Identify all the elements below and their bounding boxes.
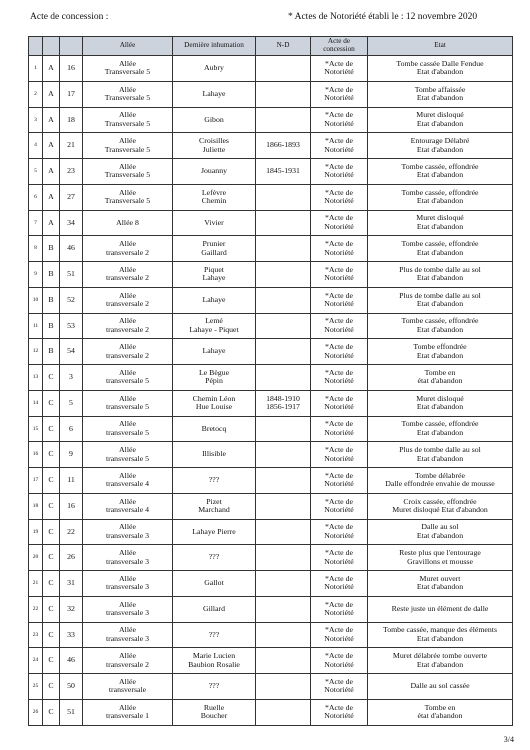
derniere-inhumation-cell: Vivier [173, 210, 256, 236]
plot-number-cell: 33 [60, 622, 83, 648]
etat-cell: Muret disloqué Etat d'abandon [368, 390, 513, 416]
derniere-inhumation-cell: ??? [173, 468, 256, 494]
section-cell: A [43, 107, 60, 133]
etat-cell: Reste juste un élément de dalle [368, 596, 513, 622]
derniere-inhumation-cell: Gallot [173, 571, 256, 597]
allee-cell: Allée transversale 5 [83, 390, 173, 416]
nd-cell: 1845-1931 [256, 159, 311, 185]
section-cell: B [43, 262, 60, 288]
table-row [29, 262, 513, 288]
col-header-index [29, 37, 43, 56]
row-index-cell: 11 [29, 313, 43, 339]
nd-cell [256, 236, 311, 262]
nd-cell [256, 442, 311, 468]
section-cell: C [43, 365, 60, 391]
section-cell: A [43, 56, 60, 82]
row-index-cell: 13 [29, 365, 43, 391]
col-header-allee: Allée [83, 37, 173, 56]
section-cell: C [43, 493, 60, 519]
nd-cell [256, 339, 311, 365]
row-index-cell: 9 [29, 262, 43, 288]
nd-cell [256, 56, 311, 82]
derniere-inhumation-cell: Gillard [173, 596, 256, 622]
section-cell: A [43, 81, 60, 107]
section-cell: C [43, 442, 60, 468]
section-cell: C [43, 519, 60, 545]
derniere-inhumation-cell: Gibon [173, 107, 256, 133]
etat-cell: Plus de tombe dalle au sol Etat d'abandon [368, 442, 513, 468]
plot-number-cell: 22 [60, 519, 83, 545]
nd-cell: 1848-1910 1856-1917 [256, 390, 311, 416]
derniere-inhumation-cell: Lahaye [173, 81, 256, 107]
allee-cell: Allée Transversale 5 [83, 107, 173, 133]
table-row [29, 159, 513, 185]
allee-cell: Allée transversale 5 [83, 442, 173, 468]
nd-cell [256, 184, 311, 210]
acte-concession-cell: *Acte de Notoriété [311, 622, 368, 648]
nd-cell [256, 493, 311, 519]
row-index-cell: 26 [29, 699, 43, 725]
acte-concession-cell: *Acte de Notoriété [311, 287, 368, 313]
table-row [29, 571, 513, 597]
nd-cell [256, 596, 311, 622]
derniere-inhumation-cell: Illisible [173, 442, 256, 468]
row-index-cell: 18 [29, 493, 43, 519]
allee-cell: Allée transversale 4 [83, 468, 173, 494]
allee-cell: Allée transversale 2 [83, 287, 173, 313]
derniere-inhumation-cell: Lahaye Pierre [173, 519, 256, 545]
section-cell: B [43, 287, 60, 313]
table-row [29, 674, 513, 700]
acte-concession-cell: *Acte de Notoriété [311, 442, 368, 468]
col-header-derniere-inhumation: Dernière inhumation [173, 37, 256, 56]
allee-cell: Allée transversale 3 [83, 596, 173, 622]
row-index-cell: 2 [29, 81, 43, 107]
derniere-inhumation-cell: Chemin Léon Hue Louise [173, 390, 256, 416]
acte-concession-cell: *Acte de Notoriété [311, 648, 368, 674]
plot-number-cell: 26 [60, 545, 83, 571]
derniere-inhumation-cell: Ruelle Boucher [173, 699, 256, 725]
derniere-inhumation-cell: Le Bègue Pépin [173, 365, 256, 391]
allee-cell: Allée transversale 4 [83, 493, 173, 519]
allee-cell: Allée Transversale 5 [83, 133, 173, 159]
table-row [29, 468, 513, 494]
plot-number-cell: 11 [60, 468, 83, 494]
col-header-section [43, 37, 60, 56]
allee-cell: Allée transversale 3 [83, 545, 173, 571]
row-index-cell: 4 [29, 133, 43, 159]
etat-cell: Tombe cassée, manque des éléments Etat d'abandon [368, 622, 513, 648]
row-index-cell: 17 [29, 468, 43, 494]
etat-cell: Tombe cassée, effondrée Etat d'abandon [368, 184, 513, 210]
allee-cell: Allée transversale 3 [83, 622, 173, 648]
plot-number-cell: 18 [60, 107, 83, 133]
derniere-inhumation-cell: ??? [173, 674, 256, 700]
acte-concession-cell: *Acte de Notoriété [311, 210, 368, 236]
nd-cell [256, 468, 311, 494]
row-index-cell: 19 [29, 519, 43, 545]
plot-number-cell: 34 [60, 210, 83, 236]
table-row [29, 622, 513, 648]
section-cell: C [43, 648, 60, 674]
section-cell: C [43, 545, 60, 571]
row-index-cell: 5 [29, 159, 43, 185]
etat-cell: Dalle au sol Etat d'abandon [368, 519, 513, 545]
plot-number-cell: 32 [60, 596, 83, 622]
allee-cell: Allée transversale 2 [83, 236, 173, 262]
section-cell: C [43, 390, 60, 416]
row-index-cell: 14 [29, 390, 43, 416]
row-index-cell: 12 [29, 339, 43, 365]
etat-cell: Tombe affaissée Etat d'abandon [368, 81, 513, 107]
row-index-cell: 8 [29, 236, 43, 262]
table-row [29, 133, 513, 159]
acte-concession-cell: *Acte de Notoriété [311, 468, 368, 494]
acte-concession-cell: *Acte de Notoriété [311, 571, 368, 597]
derniere-inhumation-cell: Bretocq [173, 416, 256, 442]
allee-cell: Allée transversale 1 [83, 699, 173, 725]
table-row [29, 416, 513, 442]
etat-cell: Tombe en état d'abandon [368, 699, 513, 725]
acte-concession-cell: *Acte de Notoriété [311, 339, 368, 365]
nd-cell [256, 210, 311, 236]
table-row [29, 236, 513, 262]
etat-cell: Tombe délabrée Dalle effondrée envahie de mousse [368, 468, 513, 494]
derniere-inhumation-cell: Piquet Lahaye [173, 262, 256, 288]
acte-concession-cell: *Acte de Notoriété [311, 184, 368, 210]
table-row [29, 648, 513, 674]
plot-number-cell: 6 [60, 416, 83, 442]
plot-number-cell: 50 [60, 674, 83, 700]
derniere-inhumation-cell: Pizet Marchand [173, 493, 256, 519]
table-header-row [29, 37, 513, 56]
page-number: 3/4 [503, 735, 514, 744]
etat-cell: Tombe cassée Dalle Fendue Etat d'abandon [368, 56, 513, 82]
allee-cell: Allée transversale 3 [83, 571, 173, 597]
derniere-inhumation-cell: Croisilles Juliette [173, 133, 256, 159]
nd-cell [256, 365, 311, 391]
plot-number-cell: 16 [60, 493, 83, 519]
concession-table [28, 36, 513, 726]
table-row [29, 107, 513, 133]
allee-cell: Allée 8 [83, 210, 173, 236]
allee-cell: Allée transversale 2 [83, 648, 173, 674]
col-header-etat: Etat [368, 37, 513, 56]
derniere-inhumation-cell: Aubry [173, 56, 256, 82]
acte-concession-cell: *Acte de Notoriété [311, 159, 368, 185]
allee-cell: Allée transversale 2 [83, 313, 173, 339]
etat-cell: Tombe cassée, effondrée Etat d'abandon [368, 236, 513, 262]
nd-cell [256, 416, 311, 442]
table-row [29, 339, 513, 365]
derniere-inhumation-cell: Prunier Gaillard [173, 236, 256, 262]
allee-cell: Allée Transversale 5 [83, 81, 173, 107]
acte-concession-cell: *Acte de Notoriété [311, 262, 368, 288]
acte-concession-cell: *Acte de Notoriété [311, 81, 368, 107]
allee-cell: Allée transversale 5 [83, 365, 173, 391]
section-cell: B [43, 313, 60, 339]
etat-cell: Plus de tombe dalle au sol Etat d'abandon [368, 262, 513, 288]
section-cell: C [43, 416, 60, 442]
etat-cell: Reste plus que l'entourage Gravillons et mousse [368, 545, 513, 571]
nd-cell [256, 674, 311, 700]
etat-cell: Muret disloqué Etat d'abandon [368, 107, 513, 133]
etat-cell: Tombe en état d'abandon [368, 365, 513, 391]
derniere-inhumation-cell: Lahaye [173, 339, 256, 365]
row-index-cell: 10 [29, 287, 43, 313]
etat-cell: Tombe cassée, effondrée Etat d'abandon [368, 313, 513, 339]
table-row [29, 81, 513, 107]
nd-cell [256, 313, 311, 339]
derniere-inhumation-cell: ??? [173, 545, 256, 571]
acte-concession-cell: *Acte de Notoriété [311, 390, 368, 416]
table-row [29, 365, 513, 391]
derniere-inhumation-cell: Jouanny [173, 159, 256, 185]
acte-concession-cell: *Acte de Notoriété [311, 236, 368, 262]
etat-cell: Croix cassée, effondrée Muret disloqué Etat d'abandon [368, 493, 513, 519]
etat-cell: Muret délabrée tombe ouverte Etat d'abandon [368, 648, 513, 674]
etat-cell: Plus de tombe dalle au sol Etat d'abandon [368, 287, 513, 313]
plot-number-cell: 46 [60, 648, 83, 674]
acte-concession-cell: *Acte de Notoriété [311, 545, 368, 571]
acte-concession-cell: *Acte de Notoriété [311, 493, 368, 519]
header-left: Acte de concession : [30, 12, 109, 22]
row-index-cell: 21 [29, 571, 43, 597]
plot-number-cell: 16 [60, 56, 83, 82]
row-index-cell: 1 [29, 56, 43, 82]
plot-number-cell: 5 [60, 390, 83, 416]
table-body [29, 56, 513, 726]
nd-cell [256, 648, 311, 674]
table-row [29, 596, 513, 622]
table-row [29, 545, 513, 571]
nd-cell [256, 262, 311, 288]
allee-cell: Allée transversale 5 [83, 416, 173, 442]
col-header-number [60, 37, 83, 56]
plot-number-cell: 23 [60, 159, 83, 185]
row-index-cell: 6 [29, 184, 43, 210]
nd-cell [256, 545, 311, 571]
row-index-cell: 22 [29, 596, 43, 622]
plot-number-cell: 51 [60, 699, 83, 725]
nd-cell [256, 107, 311, 133]
allee-cell: Allée Transversale 5 [83, 184, 173, 210]
acte-concession-cell: *Acte de Notoriété [311, 674, 368, 700]
acte-concession-cell: *Acte de Notoriété [311, 365, 368, 391]
section-cell: A [43, 133, 60, 159]
section-cell: C [43, 674, 60, 700]
acte-concession-cell: *Acte de Notoriété [311, 519, 368, 545]
section-cell: C [43, 699, 60, 725]
section-cell: C [43, 596, 60, 622]
plot-number-cell: 9 [60, 442, 83, 468]
table-row [29, 519, 513, 545]
nd-cell: 1866-1893 [256, 133, 311, 159]
etat-cell: Muret ouvert Etat d'abandon [368, 571, 513, 597]
acte-concession-cell: *Acte de Notoriété [311, 313, 368, 339]
table-row [29, 313, 513, 339]
nd-cell [256, 519, 311, 545]
row-index-cell: 16 [29, 442, 43, 468]
col-header-nd: N-D [256, 37, 311, 56]
etat-cell: Tombe cassée, effondrée Etat d'abandon [368, 416, 513, 442]
derniere-inhumation-cell: Marie Lucien Baubion Rosalie [173, 648, 256, 674]
nd-cell [256, 622, 311, 648]
acte-concession-cell: *Acte de Notoriété [311, 416, 368, 442]
section-cell: C [43, 571, 60, 597]
plot-number-cell: 46 [60, 236, 83, 262]
nd-cell [256, 571, 311, 597]
section-cell: A [43, 210, 60, 236]
derniere-inhumation-cell: Lefèvre Chemin [173, 184, 256, 210]
plot-number-cell: 3 [60, 365, 83, 391]
plot-number-cell: 31 [60, 571, 83, 597]
row-index-cell: 24 [29, 648, 43, 674]
allee-cell: Allée Transversale 5 [83, 56, 173, 82]
derniere-inhumation-cell: Lahaye [173, 287, 256, 313]
derniere-inhumation-cell: ??? [173, 622, 256, 648]
plot-number-cell: 51 [60, 262, 83, 288]
table-row [29, 442, 513, 468]
allee-cell: Allée transversale [83, 674, 173, 700]
header-right: * Actes de Notoriété établi le : 12 novembre 2020 [288, 12, 478, 22]
row-index-cell: 25 [29, 674, 43, 700]
acte-concession-cell: *Acte de Notoriété [311, 133, 368, 159]
table-row [29, 699, 513, 725]
etat-cell: Tombe cassée, effondrée Etat d'abandon [368, 159, 513, 185]
table-row [29, 56, 513, 82]
table-row [29, 210, 513, 236]
acte-concession-cell: *Acte de Notoriété [311, 699, 368, 725]
row-index-cell: 20 [29, 545, 43, 571]
etat-cell: Muret disloqué Etat d'abandon [368, 210, 513, 236]
row-index-cell: 7 [29, 210, 43, 236]
section-cell: C [43, 468, 60, 494]
row-index-cell: 3 [29, 107, 43, 133]
allee-cell: Allée transversale 3 [83, 519, 173, 545]
col-header-acte-concession: Acte de concession [311, 37, 368, 56]
table-row [29, 184, 513, 210]
acte-concession-cell: *Acte de Notoriété [311, 596, 368, 622]
allee-cell: Allée transversale 2 [83, 339, 173, 365]
acte-concession-cell: *Acte de Notoriété [311, 107, 368, 133]
allee-cell: Allée transversale 2 [83, 262, 173, 288]
etat-cell: Dalle au sol cassée [368, 674, 513, 700]
allee-cell: Allée Transversale 5 [83, 159, 173, 185]
etat-cell: Tombe effondrée Etat d'abandon [368, 339, 513, 365]
nd-cell [256, 81, 311, 107]
nd-cell [256, 287, 311, 313]
plot-number-cell: 53 [60, 313, 83, 339]
row-index-cell: 15 [29, 416, 43, 442]
section-cell: A [43, 184, 60, 210]
etat-cell: Entourage Délabré Etat d'abandon [368, 133, 513, 159]
plot-number-cell: 52 [60, 287, 83, 313]
section-cell: B [43, 339, 60, 365]
derniere-inhumation-cell: Lemé Lahaye - Piquet [173, 313, 256, 339]
row-index-cell: 23 [29, 622, 43, 648]
section-cell: B [43, 236, 60, 262]
plot-number-cell: 54 [60, 339, 83, 365]
plot-number-cell: 17 [60, 81, 83, 107]
table-row [29, 287, 513, 313]
section-cell: A [43, 159, 60, 185]
table-row [29, 493, 513, 519]
table-row [29, 390, 513, 416]
nd-cell [256, 699, 311, 725]
section-cell: C [43, 622, 60, 648]
plot-number-cell: 21 [60, 133, 83, 159]
acte-concession-cell: *Acte de Notoriété [311, 56, 368, 82]
plot-number-cell: 27 [60, 184, 83, 210]
